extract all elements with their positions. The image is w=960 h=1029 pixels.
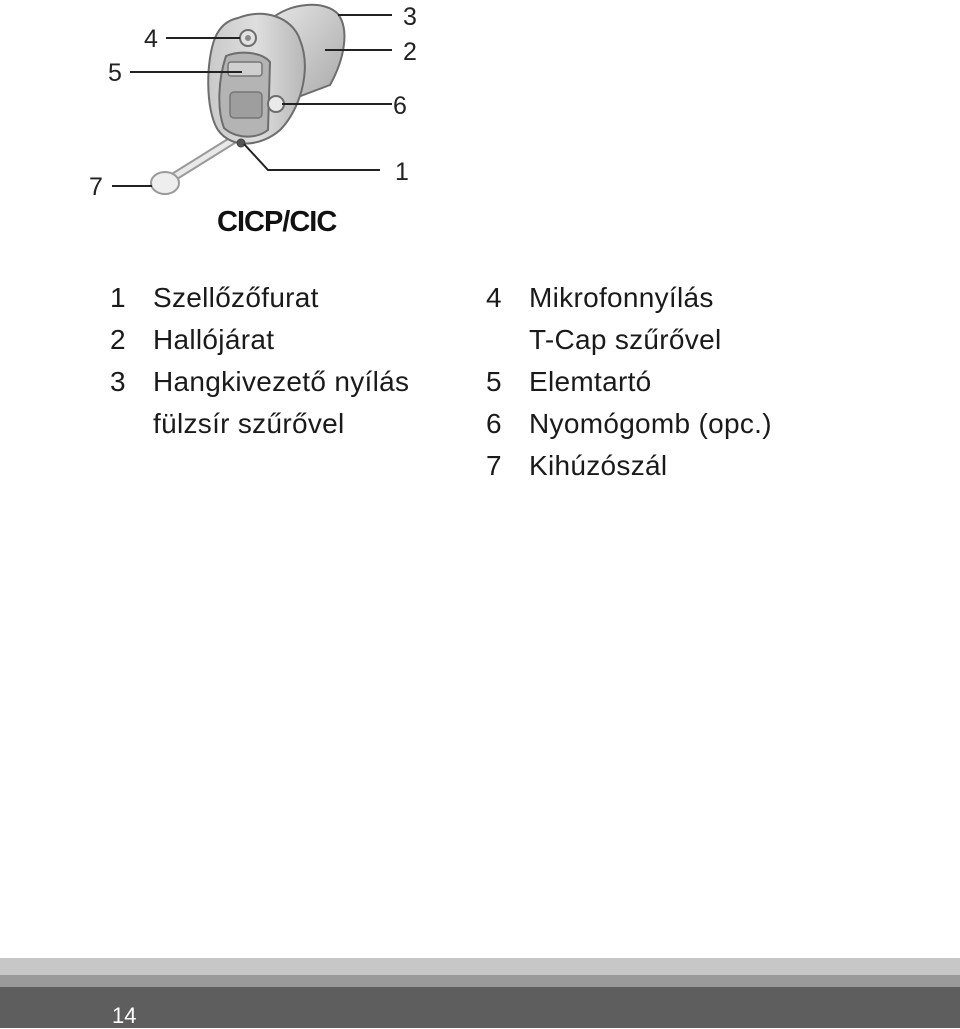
legend-item [486, 445, 772, 487]
legend-item [486, 403, 772, 445]
legend-number: 5 [486, 366, 502, 397]
legend-right-column [486, 277, 772, 487]
legend-number: 7 [486, 450, 502, 481]
legend-item [110, 277, 409, 319]
callout-3: 3 [403, 3, 417, 31]
legend-label: Nyomógomb (opc.) [529, 408, 772, 439]
vent-opening [237, 139, 245, 147]
legend-label: Mikrofonnyílás [529, 282, 714, 313]
model-title: CICP/CIC [217, 206, 337, 238]
legend-item [110, 361, 409, 403]
legend-label: Elemtartó [529, 366, 652, 397]
legend-label: Szellőzőfurat [153, 282, 319, 313]
hearing-aid-figure [0, 0, 960, 250]
legend-sublabel: T-Cap szűrővel [529, 324, 722, 355]
footer-band-mid [0, 975, 960, 987]
legend-label: Hangkivezető nyílás [153, 366, 410, 397]
footer-band-dark [0, 987, 960, 1028]
page-number: 14 [112, 1003, 137, 1028]
legend-item [486, 277, 772, 319]
pull-out-string [151, 140, 233, 194]
callout-7: 7 [89, 173, 103, 201]
push-button [268, 96, 284, 112]
legend-number: 3 [110, 366, 126, 397]
legend-sublabel: fülzsír szűrővel [153, 408, 345, 439]
legend-number: 4 [486, 282, 502, 313]
callout-5: 5 [108, 59, 122, 87]
legend-item [110, 319, 409, 361]
legend-label: Kihúzószál [529, 450, 668, 481]
legend-number: 1 [110, 282, 126, 313]
callout-6: 6 [393, 92, 407, 120]
footer-band-light [0, 958, 960, 975]
callout-2: 2 [403, 38, 417, 66]
legend-left-column [110, 277, 409, 445]
legend-label: Hallójárat [153, 324, 275, 355]
legend-number: 6 [486, 408, 502, 439]
callout-4: 4 [144, 25, 158, 53]
callout-1: 1 [395, 158, 409, 186]
legend-item [486, 361, 772, 403]
legend-number: 2 [110, 324, 126, 355]
